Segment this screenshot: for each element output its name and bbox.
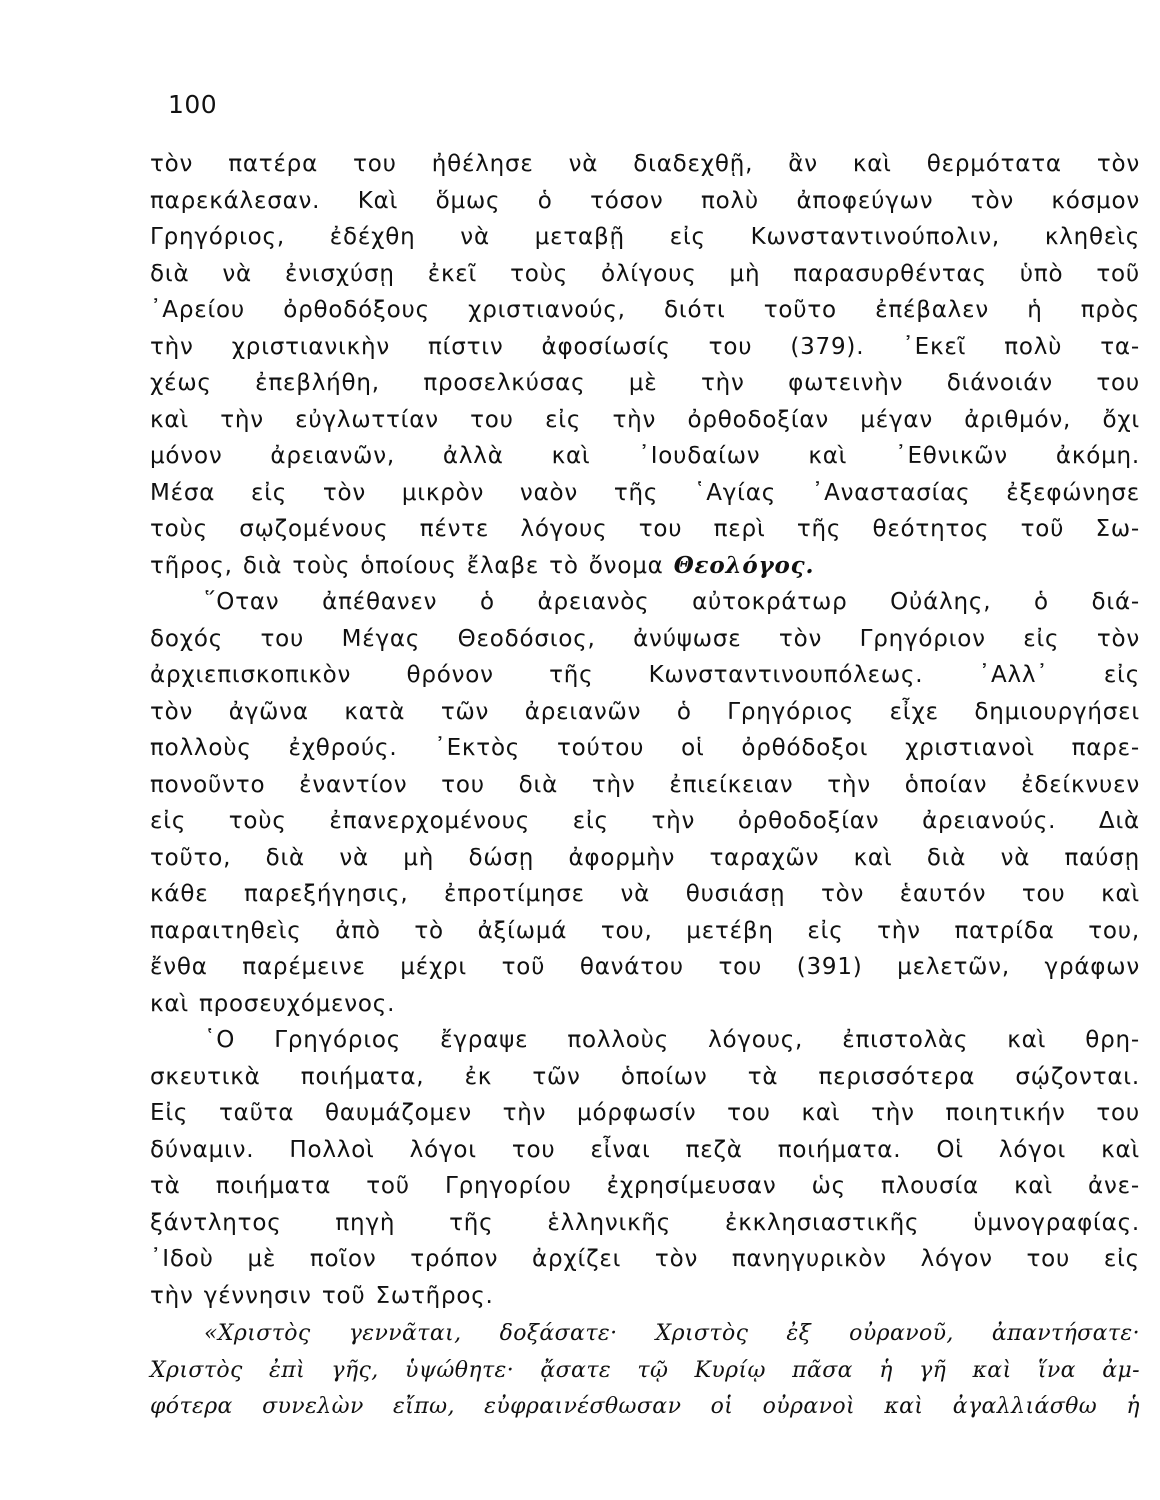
text-line: δύναμιν. Πολλοὶ λόγοι του εἶναι πεζὰ ποιήματα. Οἱ λόγοι καὶ (150, 1136, 1140, 1163)
text-line: σκευτικὰ ποιήματα, ἐκ τῶν ὁποίων τὰ περισσότερα σῴζονται. (150, 1063, 1140, 1090)
text-line: τὴν χριστιανικὴν πίστιν ἀφοσίωσίς του (379). ᾿Εκεῖ πολὺ τα- (150, 333, 1140, 360)
text-line: εἰς τοὺς ἐπανερχομένους εἰς τὴν ὀρθοδοξίαν ἀρειανούς. Διὰ (150, 808, 1140, 834)
text-line: χέως ἐπεβλήθη, προσελκύσας μὲ τὴν φωτεινὴν διάνοιάν του (150, 370, 1140, 396)
text-line: τοὺς σῳζομένους πέντε λόγους του περὶ τῆς θεότητος τοῦ Σω- (150, 516, 1140, 542)
text-line: Γρηγόριος, ἐδέχθη νὰ μεταβῇ εἰς Κωνσταντινούπολιν, κληθεὶς (150, 224, 1140, 250)
quote-line: φότερα συνελὼν εἴπω, εὐφραινέσθωσαν οἱ οὐρανοὶ καὶ ἀγαλλιάσθω ἡ (150, 1394, 1140, 1419)
text-line: πολλοὺς ἐχθρούς. ᾿Εκτὸς τούτου οἱ ὀρθόδοξοι χριστιανοὶ παρε- (150, 735, 1140, 761)
body-text (150, 146, 1140, 1426)
text-line: ξάντλητος πηγὴ τῆς ἑλληνικῆς ἐκκλησιαστικῆς ὑμνογραφίας. (150, 1209, 1140, 1236)
text-line-theologos (150, 548, 1140, 585)
text-line: Εἰς ταῦτα θαυμάζομεν τὴν μόρφωσίν του καὶ τὴν ποιητικήν του (150, 1100, 1140, 1126)
text-line: παρεκάλεσαν. Καὶ ὅμως ὁ τόσον πολὺ ἀποφεύγων τὸν κόσμον (150, 187, 1140, 214)
text-line: ᾿Ιδοὺ μὲ ποῖον τρόπον ἀρχίζει τὸν πανηγυρικὸν λόγον του εἰς (150, 1246, 1140, 1272)
text-line: τὸν ἀγῶνα κατὰ τῶν ἀρειανῶν ὁ Γρηγόριος εἶχε δημιουργήσει (150, 698, 1140, 725)
paragraph-start: ῞Οταν ἀπέθανεν ὁ ἀρειανὸς αὐτοκράτωρ Οὐάλης, ὁ διά- (204, 589, 1140, 615)
text-line: παραιτηθεὶς ἀπὸ τὸ ἀξίωμά του, μετέβη εἰς τὴν πατρίδα του, (150, 917, 1140, 944)
text-line: κάθε παρεξήγησις, ἐπροτίμησε νὰ θυσιάσῃ τὸν ἑαυτόν του καὶ (150, 881, 1140, 907)
text-line: πονοῦντο ἐναντίον του διὰ τὴν ἐπιείκειαν τὴν ὁποίαν ἐδείκνυεν (150, 771, 1140, 798)
text-line: τοῦτο, διὰ νὰ μὴ δώσῃ ἀφορμὴν ταραχῶν καὶ διὰ νὰ παύσῃ (150, 844, 1140, 871)
text-line: τὴν γέννησιν τοῦ Σωτῆρος. (150, 1282, 494, 1309)
text-line: ἀρχιεπισκοπικὸν θρόνον τῆς Κωνσταντινουπόλεως. ᾿Αλλ᾿ εἰς (150, 662, 1140, 688)
text-line: μόνον ἀρειανῶν, ἀλλὰ καὶ ᾿Ιουδαίων καὶ ᾿Εθνικῶν ἀκόμη. (150, 443, 1140, 469)
text-line: δοχός του Μέγας Θεοδόσιος, ἀνύψωσε τὸν Γρηγόριον εἰς τὸν (150, 625, 1140, 652)
theologos-prefix: τῆρος, διὰ τοὺς ὁποίους ἔλαβε τὸ ὄνομα (150, 552, 674, 579)
text-line: Μέσα εἰς τὸν μικρὸν ναὸν τῆς ῾Αγίας ᾿Αναστασίας ἐξεφώνησε (150, 479, 1140, 506)
text-line: τὸν πατέρα του ἠθέλησε νὰ διαδεχθῇ, ἂν καὶ θερμότατα τὸν (150, 151, 1140, 177)
paragraph-start: ῾Ο Γρηγόριος ἔγραψε πολλοὺς λόγους, ἐπιστολὰς καὶ θρη- (204, 1027, 1140, 1053)
quote-line: «Χριστὸς γεννᾶται, δοξάσατε· Χριστὸς ἐξ οὐρανοῦ, ἀπαντήσατε· (204, 1321, 1140, 1346)
text-line: ἔνθα παρέμεινε μέχρι τοῦ θανάτου του (391) μελετῶν, γράφων (150, 954, 1140, 980)
text-line: διὰ νὰ ἐνισχύσῃ ἐκεῖ τοὺς ὀλίγους μὴ παρασυρθέντας ὑπὸ τοῦ (150, 260, 1140, 287)
text-line: ᾿Αρείου ὀρθοδόξους χριστιανούς, διότι τοῦτο ἐπέβαλεν ἡ πρὸς (150, 297, 1140, 323)
quote-line: Χριστὸς ἐπὶ γῆς, ὑψώθητε· ᾄσατε τῷ Κυρίῳ πᾶσα ἡ γῆ καὶ ἵνα ἀμ- (150, 1357, 1140, 1383)
hymn-quote (150, 1316, 1140, 1426)
theologos-title: Θεολόγος. (673, 551, 815, 579)
page-number: 100 (168, 90, 218, 119)
text-line: τὰ ποιήματα τοῦ Γρηγορίου ἐχρησίμευσαν ὡς πλουσία καὶ ἀνε- (150, 1173, 1140, 1199)
text-line: καὶ τὴν εὐγλωττίαν του εἰς τὴν ὀρθοδοξίαν μέγαν ἀριθμόν, ὄχι (150, 406, 1140, 433)
text-line: καὶ προσευχόμενος. (150, 990, 396, 1017)
